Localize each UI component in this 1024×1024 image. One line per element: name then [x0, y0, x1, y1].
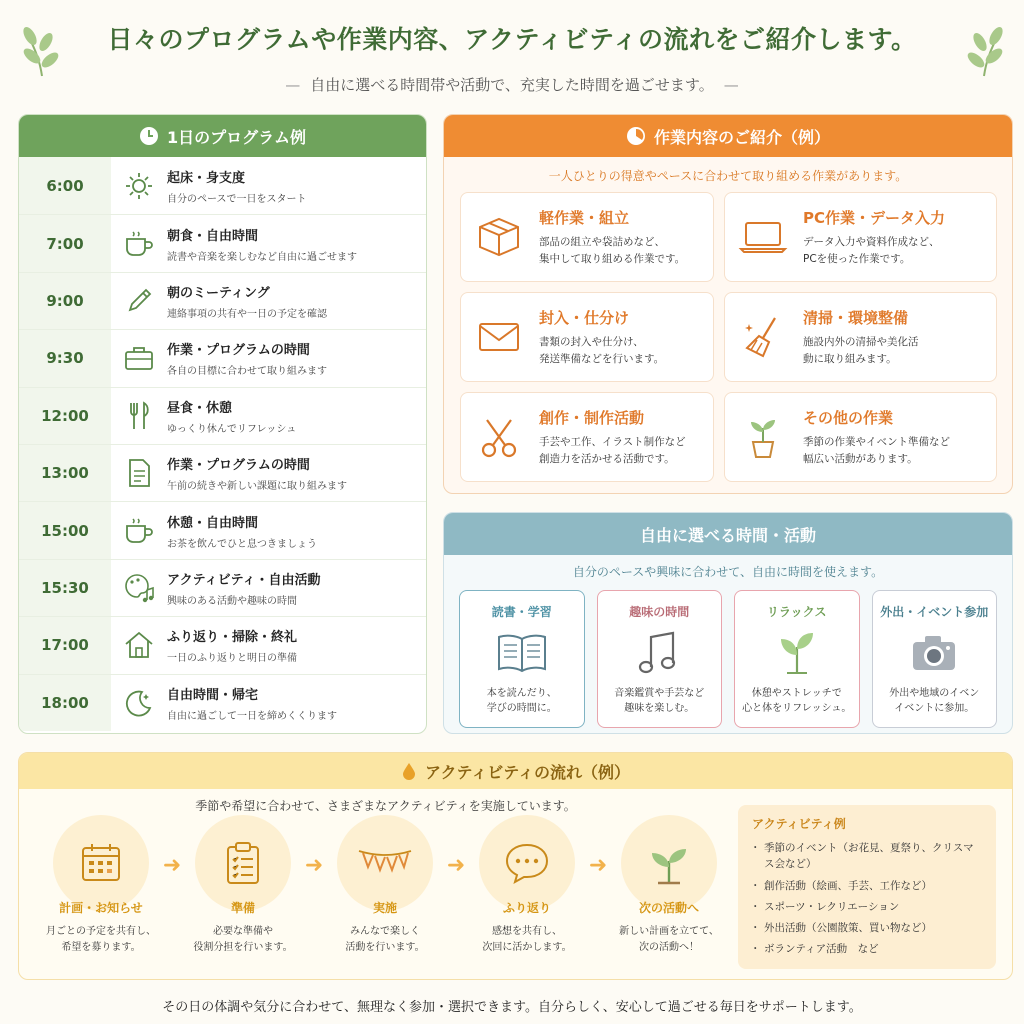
step-desc-line: 必要な準備や [212, 926, 273, 937]
work-desc-line: 創造力を活かせる活動です。 [539, 452, 675, 465]
work-title: 軽作業・組立 [539, 208, 630, 227]
schedule-time: 15:00 [19, 502, 111, 558]
schedule-row [19, 157, 426, 214]
work-text [803, 407, 950, 468]
schedule-title: 自由時間・帰宅 [167, 687, 259, 703]
work-desc-line: 幅広い活動があります。 [803, 452, 918, 465]
activity-example-item: ・ 外出活動（公園散策、買い物など） [752, 920, 982, 936]
work-card [460, 292, 714, 382]
work-text [539, 207, 685, 268]
free-card-title: リラックス [766, 605, 827, 619]
schedule-title: 起床・身支度 [167, 170, 246, 186]
schedule-text [167, 512, 426, 550]
work-desc [803, 334, 919, 368]
schedule-row [19, 272, 426, 329]
schedule-row [19, 559, 426, 616]
free-grid [444, 590, 1012, 728]
free-card [872, 590, 998, 728]
activity-example-item: ・ 季節のイベント（お花見、夏祭り、クリスマス会など） [752, 840, 982, 873]
briefcase-icon [111, 343, 167, 373]
footer-text: その日の体調や気分に合わせて、無理なく参加・選択できます。自分らしく、安心して過ごせる毎日をサポートします。 [162, 1000, 862, 1015]
work-text [539, 307, 664, 368]
schedule-row [19, 674, 426, 731]
schedule-row [19, 501, 426, 558]
cup-icon [111, 229, 167, 259]
work-text [539, 407, 686, 468]
free-desc-line: 外出や地域のイベン [889, 688, 980, 699]
step-desc-line: みんなで楽しく [349, 926, 420, 937]
free-header [444, 513, 1012, 555]
document-icon [111, 457, 167, 489]
schedule-text [167, 167, 426, 205]
activity-panel [18, 752, 1013, 980]
schedule-time: 18:00 [19, 675, 111, 731]
free-time-panel [443, 512, 1013, 734]
schedule-desc: お茶を飲んでひと息つきましょう [167, 538, 317, 550]
schedule-time: 9:30 [19, 330, 111, 386]
schedule-desc: 一日のふり返りと明日の準備 [167, 653, 297, 665]
step-desc-line: 感想を共有し、 [491, 926, 562, 937]
step-desc [482, 924, 571, 956]
free-card [734, 590, 860, 728]
step-desc [619, 924, 719, 956]
activity-step [325, 815, 445, 956]
schedule-title: アクティビティ・自由活動 [167, 572, 321, 588]
clock-half-icon [626, 126, 646, 146]
free-desc-line: 趣味を楽しむ。 [624, 703, 695, 714]
moon-icon [111, 688, 167, 718]
schedule-panel [18, 114, 427, 734]
step-title: 準備 [230, 901, 255, 915]
schedule-header [19, 115, 426, 157]
calendar-icon [53, 815, 149, 911]
arrow-right-icon: ➜ [588, 853, 608, 878]
schedule-heading: 1日のプログラム例 [167, 127, 306, 147]
schedule-text [167, 626, 426, 664]
schedule-desc: ゆっくり休んでリフレッシュ [167, 423, 297, 435]
step-desc-line: 次回に活かします。 [482, 942, 572, 953]
clipboard-icon [195, 815, 291, 911]
free-card-title: 趣味の時間 [629, 605, 690, 619]
step-desc-line: 月ごとの予定を共有し、 [46, 926, 156, 937]
step-desc [345, 924, 424, 956]
work-card [460, 392, 714, 482]
activity-example-item: ・ スポーツ・レクリエーション [752, 899, 982, 915]
book-icon [495, 628, 549, 678]
schedule-text [167, 225, 426, 263]
activity-examples-box [738, 805, 996, 969]
arrow-right-icon: ➜ [162, 853, 182, 878]
schedule-text [167, 454, 426, 492]
free-desc-line: 心と体をリフレッシュ。 [742, 703, 852, 714]
activity-example-item: ・ 創作活動（絵画、手芸、工作など） [752, 878, 982, 894]
activity-header [19, 753, 1012, 789]
work-text [803, 207, 945, 268]
schedule-list [19, 157, 426, 731]
clock-icon [139, 126, 159, 146]
step-desc-line: 新しい計画を立てて、 [619, 926, 719, 937]
work-card [460, 192, 714, 282]
step-desc [46, 924, 156, 956]
page-title: 日々のプログラムや作業内容、アクティビティの流れをご紹介します。 [107, 25, 917, 54]
activity-heading: アクティビティの流れ（例） [425, 762, 630, 782]
activity-step [41, 815, 161, 956]
work-card [724, 392, 997, 482]
sprout-icon [775, 628, 819, 678]
schedule-time: 7:00 [19, 215, 111, 271]
activity-step [609, 815, 729, 956]
music-note-icon [637, 628, 681, 678]
work-desc-line: 手芸や工作、イラスト制作など [539, 435, 686, 448]
speech-bubble-icon [479, 815, 575, 911]
work-desc-line: 季節の作業やイベント準備など [803, 435, 950, 448]
activity-step [183, 815, 303, 956]
schedule-title: 休憩・自由時間 [167, 515, 259, 531]
activity-steps [41, 815, 731, 956]
scissors-icon [471, 414, 527, 460]
step-title: ふり返り [502, 901, 551, 915]
drop-icon [401, 762, 417, 780]
laptop-icon [735, 217, 791, 257]
activity-examples-list [752, 840, 982, 958]
schedule-title: 作業・プログラムの時間 [167, 458, 310, 474]
arrow-right-icon: ➜ [304, 853, 324, 878]
schedule-text [167, 569, 426, 607]
cutlery-icon [111, 400, 167, 432]
step-desc-line: 役割分担を行います。 [193, 942, 293, 953]
work-desc-line: 施設内外の清掃や美化活 [803, 335, 919, 348]
work-desc-line: PCを使った作業です。 [803, 252, 911, 265]
step-desc-line: 希望を募ります。 [61, 942, 141, 953]
step-desc-line: 次の活動へ！ [639, 942, 699, 953]
schedule-text [167, 282, 426, 320]
activity-intro: 季節や希望に合わせて、さまざまなアクティビティを実施しています。 [195, 799, 576, 813]
pencil-icon [111, 286, 167, 316]
work-desc-line: 集中して取り組める作業です。 [539, 252, 686, 265]
activity-example-item: ・ ボランティア活動 など [752, 941, 982, 957]
free-desc-line: イベントに参加。 [894, 703, 975, 714]
work-desc [539, 434, 686, 468]
free-card-desc [614, 686, 704, 716]
schedule-title: 作業・プログラムの時間 [167, 343, 310, 359]
free-card-desc [742, 686, 851, 716]
work-panel [443, 114, 1013, 494]
step-desc [193, 924, 292, 956]
plant-icon [735, 414, 791, 460]
step-title: 実施 [372, 901, 397, 915]
work-title: PC作業・データ入力 [803, 208, 946, 227]
schedule-time: 12:00 [19, 388, 111, 444]
step-title: 計画・お知らせ [59, 901, 143, 915]
work-desc [803, 434, 950, 468]
schedule-text [167, 339, 426, 377]
schedule-desc: 興味のある活動や趣味の時間 [167, 595, 297, 607]
seedling-icon [621, 815, 717, 911]
schedule-time: 17:00 [19, 617, 111, 673]
free-heading: 自由に選べる時間・活動 [639, 525, 816, 545]
activity-examples-title: アクティビティ例 [752, 817, 846, 831]
work-title: その他の作業 [803, 408, 894, 427]
step-title: 次の活動へ [638, 901, 699, 915]
work-desc [539, 334, 664, 368]
work-desc-line: 発送準備などを行います。 [539, 352, 665, 365]
schedule-time: 6:00 [19, 157, 111, 214]
step-desc-line: 活動を行います。 [345, 942, 425, 953]
work-header [444, 115, 1012, 157]
work-desc [539, 234, 685, 268]
schedule-title: 昼食・休憩 [167, 400, 233, 416]
arrow-right-icon: ➜ [446, 853, 466, 878]
free-desc-line: 本を読んだり、 [486, 688, 557, 699]
cup-icon [111, 516, 167, 546]
schedule-row [19, 616, 426, 673]
work-heading: 作業内容のご紹介（例） [653, 127, 830, 147]
schedule-title: 朝のミーティング [167, 285, 270, 301]
work-title: 清掃・環境整備 [803, 308, 909, 327]
camera-icon [909, 628, 959, 678]
free-card [459, 590, 585, 728]
schedule-row [19, 214, 426, 271]
free-desc-line: 学びの時間に。 [486, 703, 557, 714]
work-card [724, 192, 997, 282]
work-desc-line: データ入力や資料作成など、 [803, 235, 940, 248]
schedule-time: 13:00 [19, 445, 111, 501]
schedule-desc: 自由に過ごして一日を締めくくります [167, 710, 337, 722]
work-title: 封入・仕分け [539, 308, 630, 327]
free-card [597, 590, 723, 728]
envelope-icon [471, 319, 527, 355]
work-card [724, 292, 997, 382]
work-desc [803, 234, 945, 268]
work-text [803, 307, 919, 368]
schedule-title: ふり返り・掃除・終礼 [167, 630, 298, 646]
work-desc-line: 書類の封入や仕分け、 [539, 335, 644, 348]
schedule-desc: 読書や音楽を楽しむなど自由に過ごせます [167, 251, 357, 263]
schedule-row [19, 387, 426, 444]
palette-music-icon [111, 572, 167, 604]
broom-icon [735, 314, 791, 360]
schedule-text [167, 397, 426, 435]
free-card-title: 読書・学習 [491, 605, 552, 619]
house-icon [111, 630, 167, 660]
schedule-text [167, 684, 426, 722]
box-icon [471, 215, 527, 259]
schedule-desc: 各自の目標に合わせて取り組みます [167, 366, 327, 378]
subtitle-text: 自由に選べる時間帯や活動で、充実した時間を過ごせます。 [310, 76, 714, 94]
free-desc-line: 休憩やストレッチで [751, 688, 842, 699]
free-card-title: 外出・イベント参加 [880, 605, 989, 619]
schedule-row [19, 329, 426, 386]
work-grid [444, 192, 1012, 482]
free-desc-line: 音楽鑑賞や手芸など [614, 688, 705, 699]
schedule-title: 朝食・自由時間 [167, 228, 259, 244]
page-subtitle: — 自由に選べる時間帯や活動で、充実した時間を過ごせます。 — [285, 76, 739, 94]
schedule-time: 15:30 [19, 560, 111, 616]
work-title: 創作・制作活動 [539, 408, 645, 427]
bunting-icon [337, 815, 433, 911]
work-desc-line: 部品の組立や袋詰めなど、 [539, 235, 665, 248]
work-desc-line: 動に取り組みます。 [803, 352, 897, 365]
work-intro: 一人ひとりの得意やペースに合わせて取り組める作業があります。 [548, 169, 908, 183]
schedule-desc: 連絡事項の共有や一日の予定を確認 [167, 308, 327, 320]
schedule-row [19, 444, 426, 501]
free-card-desc [487, 686, 557, 716]
sun-icon [111, 171, 167, 201]
free-card-desc [889, 686, 979, 716]
schedule-desc: 午前の続きや新しい課題に取り組みます [167, 481, 347, 493]
free-intro: 自分のペースや興味に合わせて、自由に時間を使えます。 [572, 565, 884, 579]
activity-step [467, 815, 587, 956]
schedule-time: 9:00 [19, 273, 111, 329]
schedule-desc: 自分のペースで一日をスタート [167, 193, 307, 205]
